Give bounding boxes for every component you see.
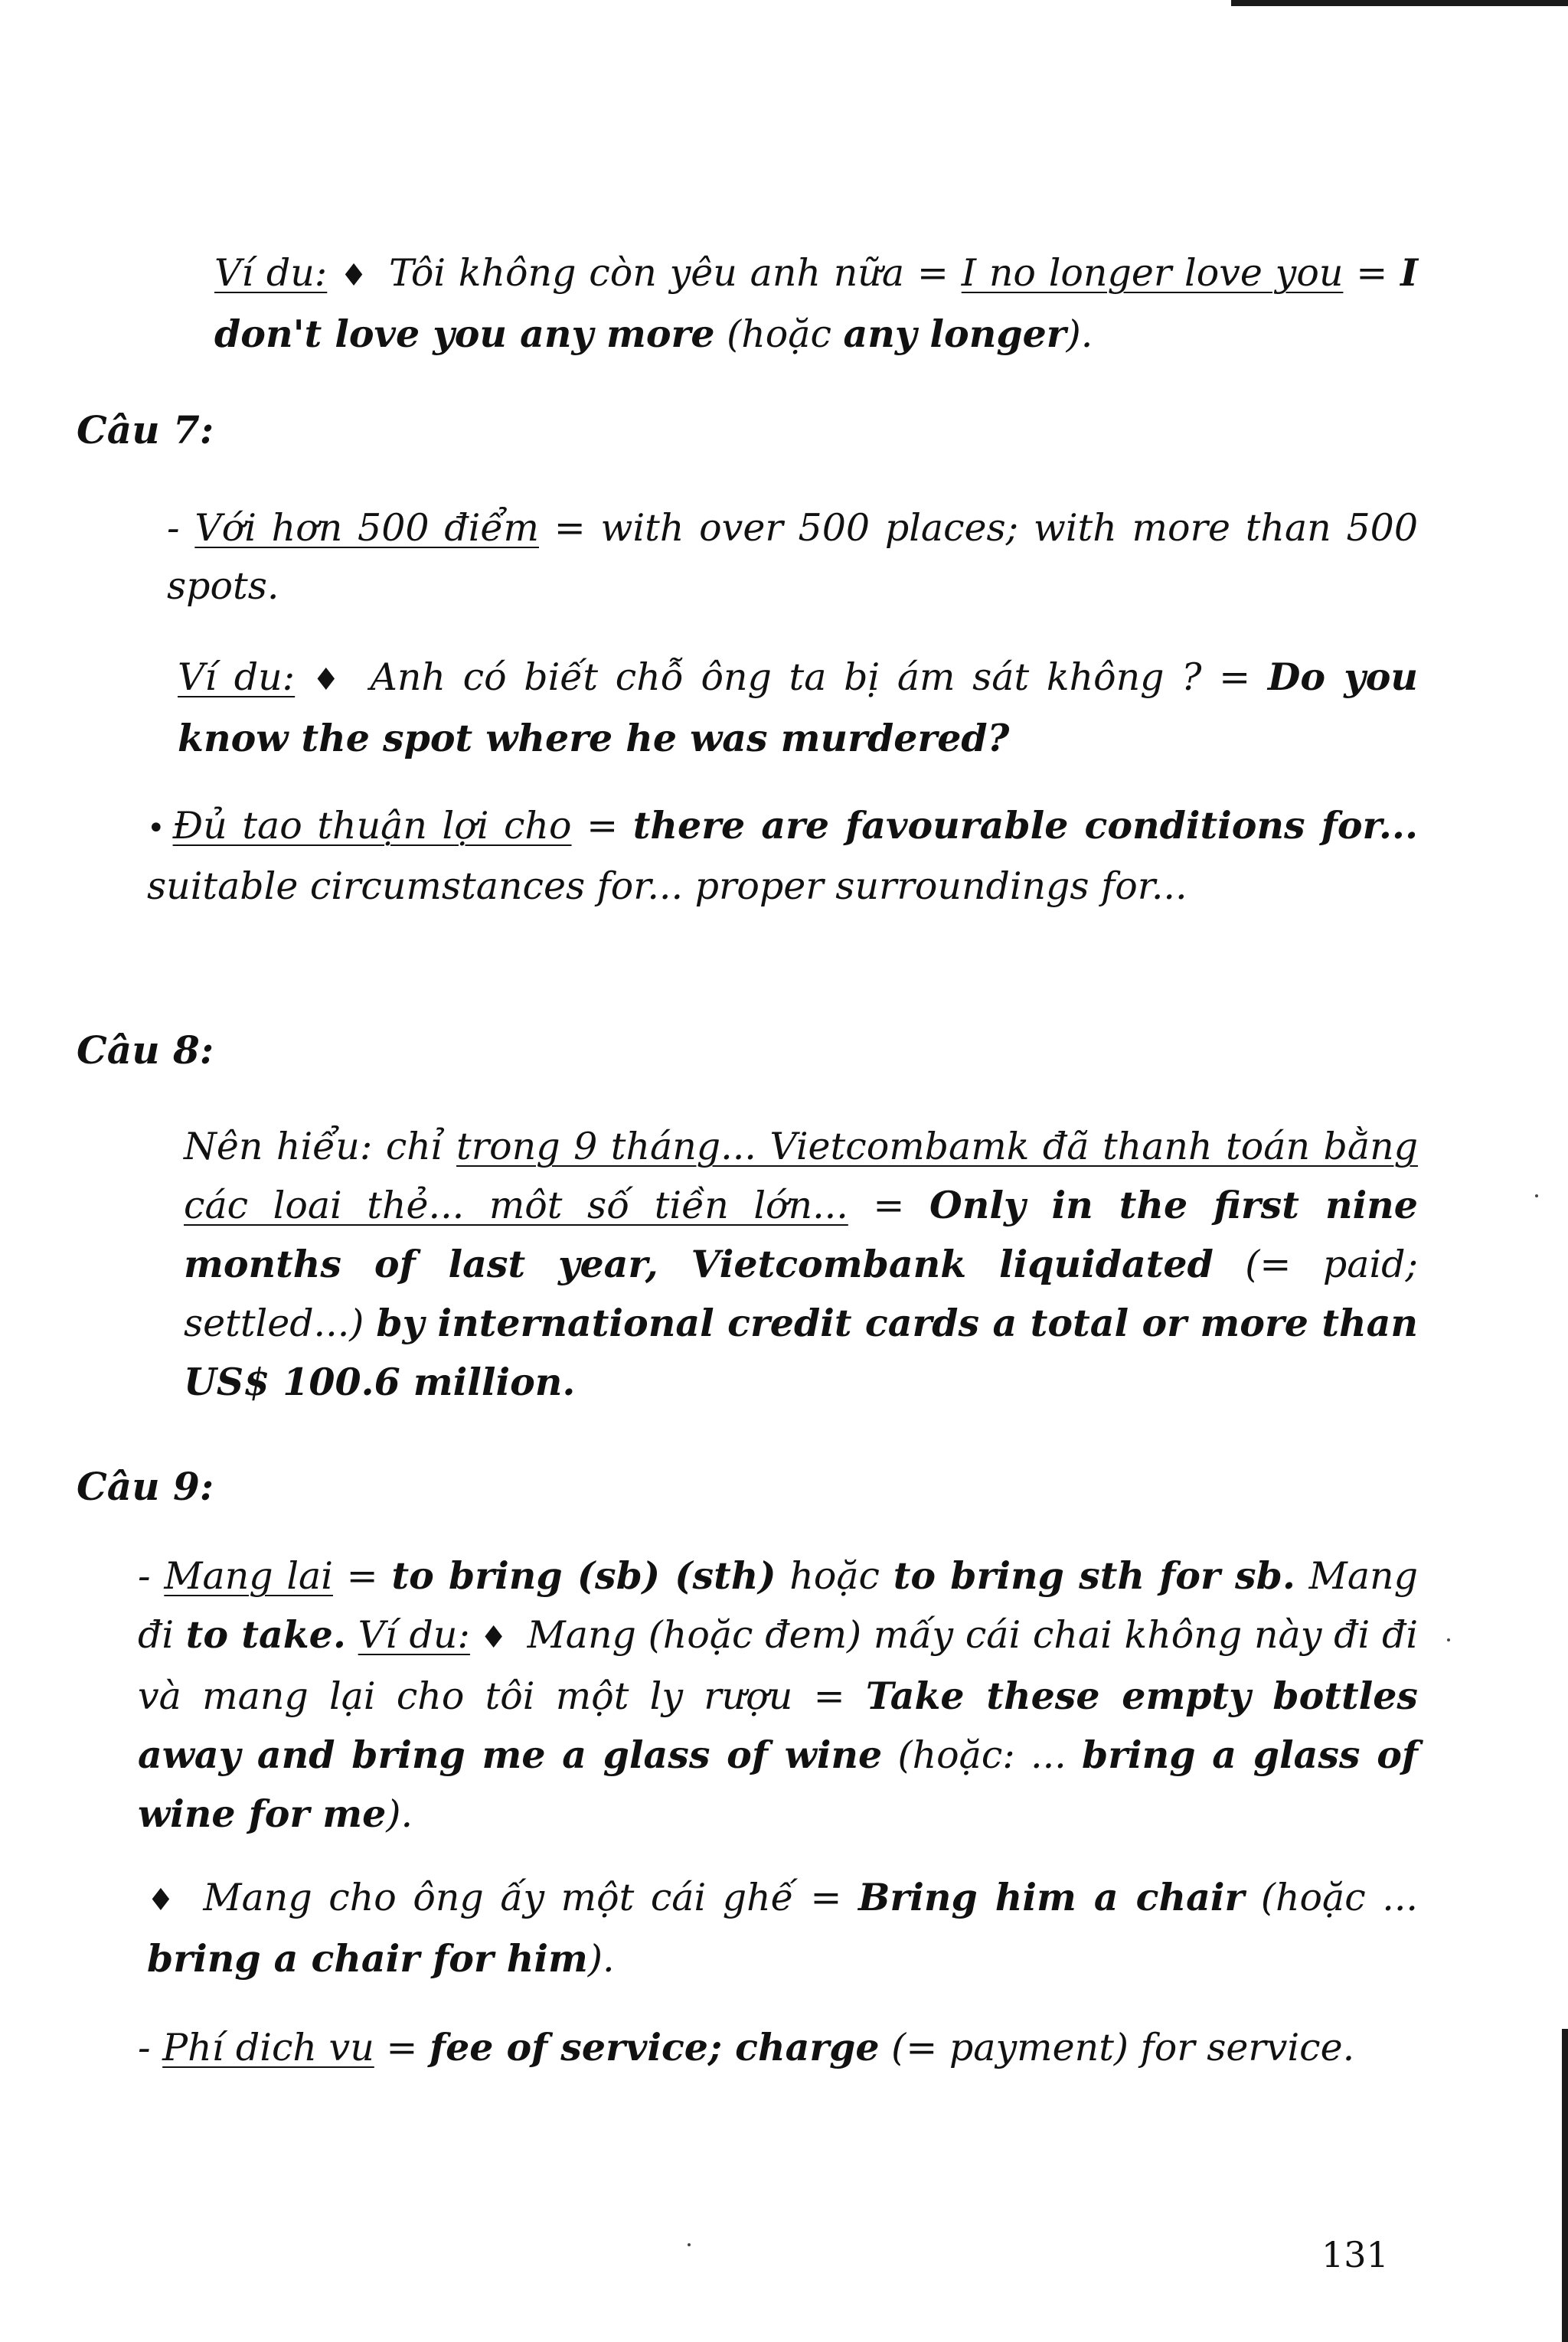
heading-cau-7: Câu 7: bbox=[77, 407, 214, 452]
item-mang-lai: - Mang lai = to bring (sb) (sth) hoặc to bring sth for sb. Mang đi to take. Ví du: ♦ Mang (hoặc đem) mấy cái chai không này đi đi và mang lại cho tôi một ly rượu = Take these empty bottles away and bring me a glass of wine (hoặc: ... bring a glass of wine for me). bbox=[138, 1553, 1418, 1836]
example-label: Ví du: bbox=[178, 655, 296, 699]
example-label: Ví du: bbox=[358, 1613, 470, 1657]
scan-speck bbox=[1447, 1638, 1450, 1641]
scan-speck bbox=[1535, 1194, 1538, 1197]
top-edge-rule bbox=[1231, 0, 1568, 6]
diamond-bullet-icon: ♦ bbox=[312, 662, 345, 697]
example-label: Ví du: bbox=[214, 251, 328, 295]
item-phi-dich-vu: - Phí dich vu = fee of service; charge (= payment) for service. bbox=[138, 2025, 1355, 2069]
heading-cau-9: Câu 9: bbox=[77, 1464, 214, 1509]
term-mang-lai: Mang lai bbox=[164, 1554, 333, 1598]
item-favourable-conditions: • Đủ tao thuận lợi cho = there are favourable conditions for... suitable circumstances for... proper surroundings for... bbox=[147, 803, 1418, 908]
diamond-bullet-icon: ♦ bbox=[340, 258, 369, 293]
term-voi-hon-500-diem: Với hơn 500 điểm bbox=[194, 506, 539, 550]
paragraph-vietcombank: Nên hiểu: chỉ trong 9 tháng... Vietcombamk đã thanh toán bằng các loai thẻ... môt số tiền lớn... = Only in the first nine months of last year, Vietcombank liquidated (= paid; settled...) by international credit cards a total or more than US$ 100.6 million. bbox=[184, 1125, 1419, 1404]
item-bring-him-a-chair: ♦ Mang cho ông ấy một cái ghế = Bring him a chair (hoặc ... bring a chair for him). bbox=[147, 1875, 1418, 1981]
dot-bullet-icon: • bbox=[147, 811, 165, 846]
scan-speck bbox=[688, 2243, 691, 2246]
heading-cau-8: Câu 8: bbox=[77, 1027, 214, 1073]
page-number: 131 bbox=[1321, 2234, 1389, 2275]
right-edge-rule bbox=[1562, 2029, 1568, 2342]
example-no-longer-love: Ví du: ♦ Tôi không còn yêu anh nữa = I no longer love you = I don't love you any more (hoặc any longer). bbox=[214, 250, 1418, 356]
example-spot-murdered: Ví du: ♦ Anh có biết chỗ ông ta bị ám sát không ? = Do you know the spot where he was murdered? bbox=[178, 655, 1418, 760]
diamond-bullet-icon: ♦ bbox=[147, 1883, 179, 1918]
item-over-500-places: - Với hơn 500 điểm = with over 500 places; with more than 500 spots. bbox=[167, 506, 1419, 608]
term-phi-dich-vu: Phí dich vu bbox=[162, 2026, 374, 2069]
term-du-tao-thuan-loi: Đủ tao thuận lợi cho bbox=[172, 804, 572, 848]
diamond-bullet-icon: ♦ bbox=[469, 1620, 508, 1655]
